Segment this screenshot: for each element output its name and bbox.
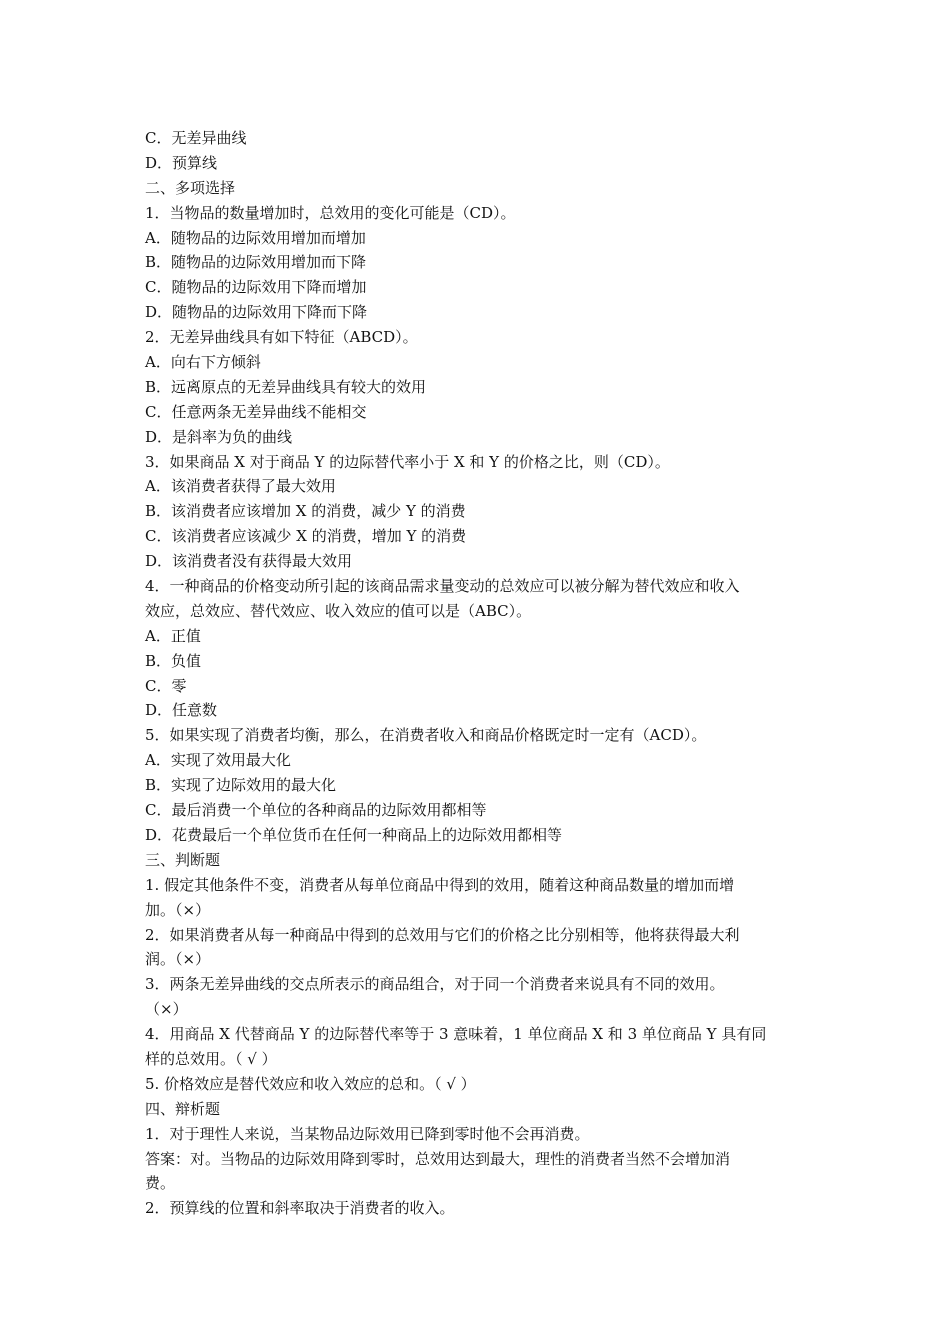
answer-continued: 费。 [145,1174,176,1193]
answer: 答案：对。当物品的边际效用降到零时，总效用达到最大，理性的消费者当然不会增加消 [145,1149,731,1168]
section-heading: 三、判断题 [145,850,221,869]
statement: 4．用商品 X 代替商品 Y 的边际替代率等于 3 意味着，1 单位商品 X 和 3 单位商品 Y 具有同 [145,1025,767,1044]
option: B．负值 [145,651,202,670]
question: 3．如果商品 X 对于商品 Y 的边际替代率小于 X 和 Y 的价格之比，则（CD）。 [145,452,670,471]
option: C．零 [145,676,187,695]
option: C．随物品的边际效用下降而增加 [145,278,367,297]
question: 2．预算线的位置和斜率取决于消费者的收入。 [145,1199,455,1218]
statement: 5. 价格效应是替代效应和收入效应的总和。（ √ ） [145,1074,476,1093]
question: 1．当物品的数量增加时，总效用的变化可能是（CD）。 [145,203,516,222]
question: 1．对于理性人来说，当某物品边际效用已降到零时他不会再消费。 [145,1124,590,1143]
statement: 1. 假定其他条件不变，消费者从每单位商品中得到的效用，随着这种商品数量的增加而增 [145,875,735,894]
statement-continued: 加。（×） [145,900,211,919]
question: 5．如果实现了消费者均衡，那么，在消费者收入和商品价格既定时一定有（ACD）。 [145,726,707,745]
option: D．任意数 [145,701,218,720]
option: C．任意两条无差异曲线不能相交 [145,402,367,421]
text-line: D．预算线 [145,153,218,172]
question-continued: 效应，总效应、替代效应、收入效应的值可以是（ABC）。 [145,601,532,620]
option: D．该消费者没有获得最大效用 [145,552,353,571]
statement-continued: 润。（×） [145,950,211,969]
option: B．随物品的边际效用增加而下降 [145,253,367,272]
statement: 3．两条无差异曲线的交点所表示的商品组合，对于同一个消费者来说具有不同的效用。 [145,975,725,994]
section-heading: 四、辩析题 [145,1099,221,1118]
option: D．是斜率为负的曲线 [145,427,293,446]
option: D．花费最后一个单位货币在任何一种商品上的边际效用都相等 [145,825,563,844]
text-line: C．无差异曲线 [145,129,247,147]
option: B．实现了边际效用的最大化 [145,776,337,795]
option: D．随物品的边际效用下降而下降 [145,303,368,322]
option: A．实现了效用最大化 [145,751,291,770]
statement-continued: （×） [145,1000,188,1019]
document-body [145,126,810,1221]
question: 2．无差异曲线具有如下特征（ABCD）。 [145,328,418,347]
option: B．该消费者应该增加 X 的消费，减少 Y 的消费 [145,502,466,521]
option: C．该消费者应该减少 X 的消费，增加 Y 的消费 [145,527,467,546]
question: 4．一种商品的价格变动所引起的该商品需求量变动的总效应可以被分解为替代效应和收入 [145,577,740,596]
option: A．该消费者获得了最大效用 [145,477,336,496]
option: A．正值 [145,626,201,645]
option: B．远离原点的无差异曲线具有较大的效用 [145,377,427,396]
option: A．向右下方倾斜 [145,353,261,372]
section-heading: 二、多项选择 [145,178,236,197]
option: A．随物品的边际效用增加而增加 [145,228,366,247]
option: C．最后消费一个单位的各种商品的边际效用都相等 [145,801,487,820]
statement-continued: 样的总效用。（ √ ） [145,1049,277,1068]
statement: 2．如果消费者从每一种商品中得到的总效用与它们的价格之比分别相等，他将获得最大利 [145,925,740,944]
